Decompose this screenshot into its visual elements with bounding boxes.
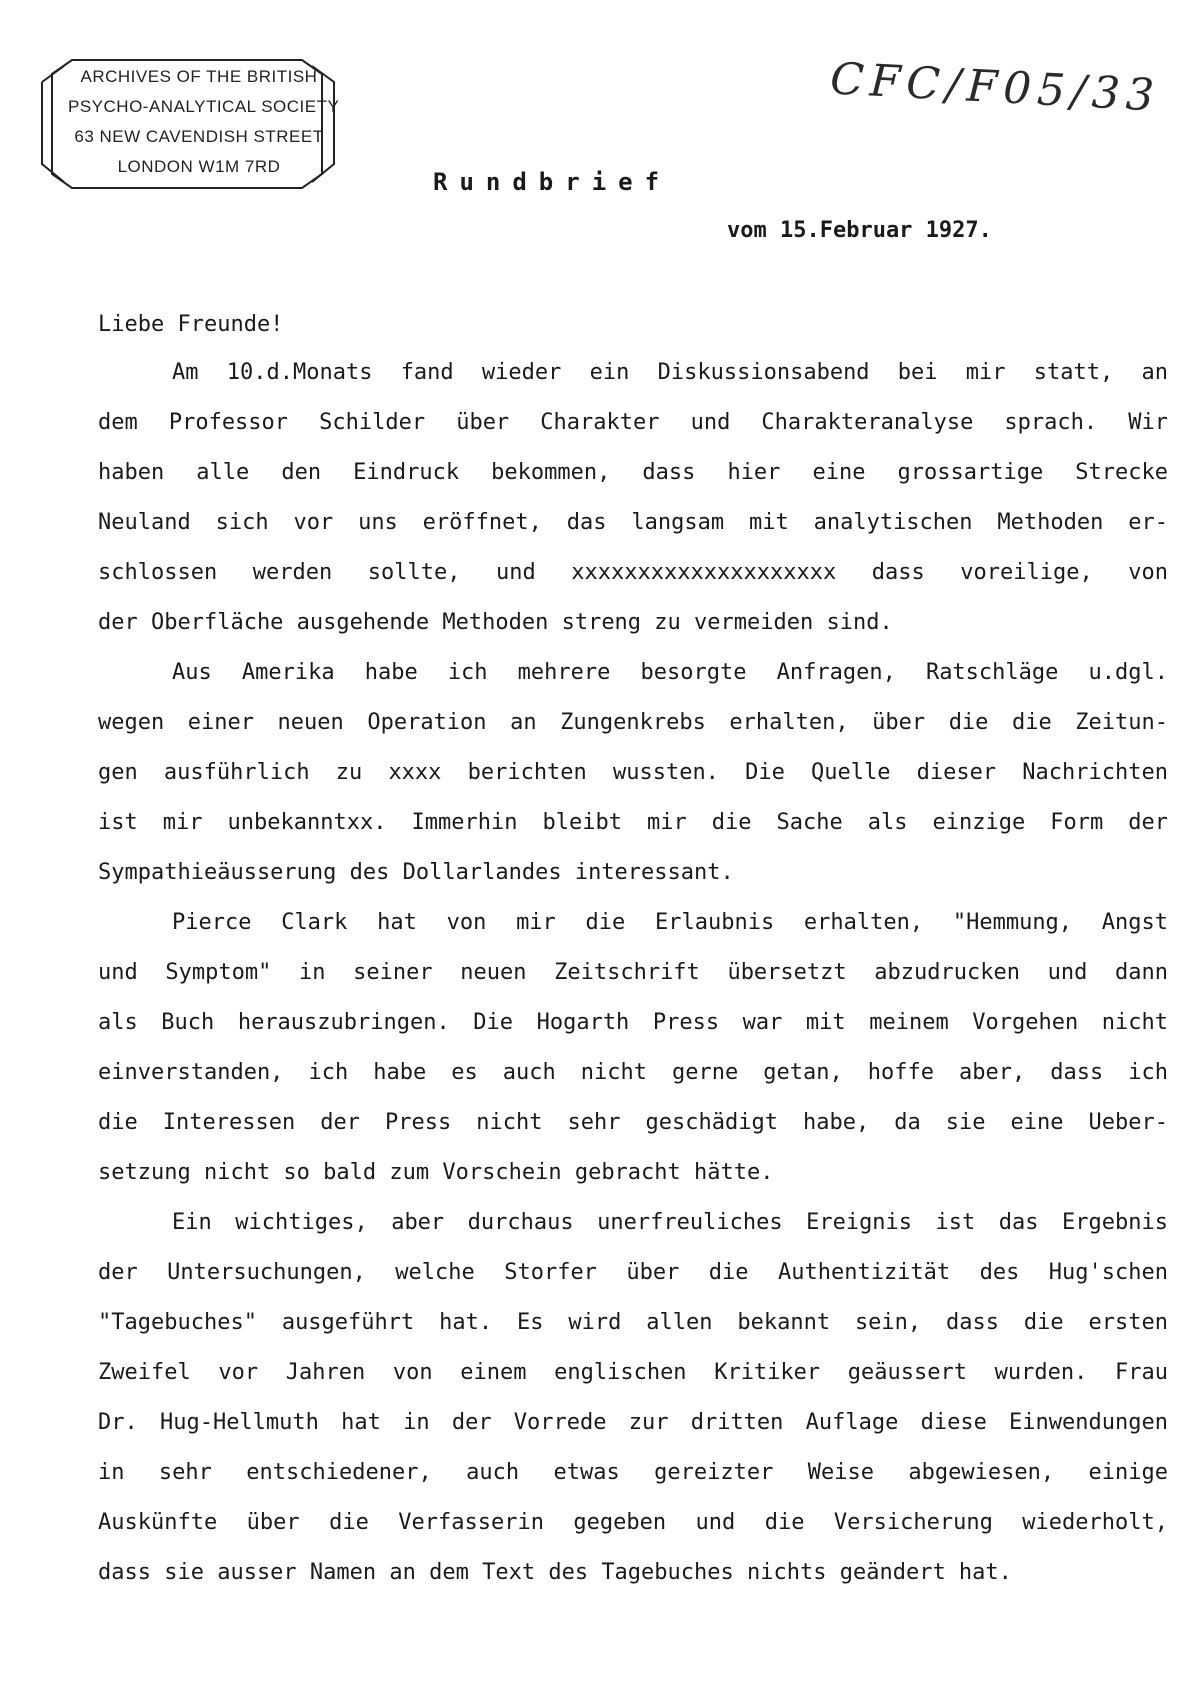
body-line: Pierce Clark hat von mir die Erlaubnis erhalten, "Hemmung, Angst — [172, 910, 1168, 935]
body-line: setzung nicht so bald zum Vorschein gebracht hätte. — [98, 1160, 774, 1185]
body-line: "Tagebuches" ausgeführt hat. Es wird allen bekannt sein, dass die ersten — [98, 1310, 1168, 1335]
body-line: Sympathieäusserung des Dollarlandes interessant. — [98, 860, 734, 885]
body-line: dass sie ausser Namen an dem Text des Tagebuches nichts geändert hat. — [98, 1560, 1012, 1585]
archive-reference: CFC/F05/33 — [828, 53, 1162, 122]
body-line: Auskünfte über die Verfasserin gegeben und die Versicherung wiederholt, — [98, 1510, 1168, 1535]
body-line: und Symptom" in seiner neuen Zeitschrift übersetzt abzudrucken und dann — [98, 960, 1168, 985]
body-line: Am 10.d.Monats fand wieder ein Diskussionsabend bei mir statt, an — [172, 360, 1168, 385]
body-line: als Buch herauszubringen. Die Hogarth Press war mit meinem Vorgehen nicht — [98, 1010, 1168, 1035]
body-line: haben alle den Eindruck bekommen, dass hier eine grossartige Strecke — [98, 460, 1168, 485]
body-line: schlossen werden sollte, und xxxxxxxxxxxxxxxxxxxx dass voreilige, von — [98, 560, 1168, 585]
stamp-line: 63 NEW CAVENDISH STREET — [74, 127, 324, 146]
body-line: wegen einer neuen Operation an Zungenkrebs erhalten, über die die Zeitun- — [98, 710, 1168, 735]
body-line: in sehr entschiedener, auch etwas gereizter Weise abgewiesen, einige — [98, 1460, 1168, 1485]
salutation: Liebe Freunde! — [98, 312, 284, 337]
stamp-line: ARCHIVES OF THE BRITISH — [80, 67, 318, 86]
body-line: gen ausführlich zu xxxx berichten wussten. Die Quelle dieser Nachrichten — [98, 760, 1168, 785]
letter-body — [98, 358, 1168, 1608]
body-line: Dr. Hug-Hellmuth hat in der Vorrede zur dritten Auflage diese Einwendungen — [98, 1410, 1168, 1435]
body-line: dem Professor Schilder über Charakter und Charakteranalyse sprach. Wir — [98, 410, 1168, 435]
body-line: der Untersuchungen, welche Storfer über die Authentizität des Hug'schen — [98, 1260, 1168, 1285]
archive-stamp — [38, 52, 338, 202]
body-line: Zweifel vor Jahren von einem englischen Kritiker geäussert wurden. Frau — [98, 1360, 1168, 1385]
document-date: vom 15.Februar 1927. — [727, 218, 992, 243]
body-line: Aus Amerika habe ich mehrere besorgte Anfragen, Ratschläge u.dgl. — [172, 660, 1168, 685]
stamp-line: LONDON W1M 7RD — [117, 157, 281, 176]
body-line: Ein wichtiges, aber durchaus unerfreuliches Ereignis ist das Ergebnis — [172, 1210, 1168, 1235]
body-line: der Oberfläche ausgehende Methoden streng zu vermeiden sind. — [98, 610, 893, 635]
body-line: ist mir unbekanntxx. Immerhin bleibt mir die Sache als einzige Form der — [98, 810, 1168, 835]
stamp-line: PSYCHO-ANALYTICAL SOCIETY — [68, 97, 340, 116]
body-line: Neuland sich vor uns eröffnet, das langsam mit analytischen Methoden er- — [98, 510, 1168, 535]
body-line: einverstanden, ich habe es auch nicht gerne getan, hoffe aber, dass ich — [98, 1060, 1168, 1085]
body-line: die Interessen der Press nicht sehr geschädigt habe, da sie eine Ueber- — [98, 1110, 1168, 1135]
document-title: Rundbrief — [433, 168, 672, 196]
